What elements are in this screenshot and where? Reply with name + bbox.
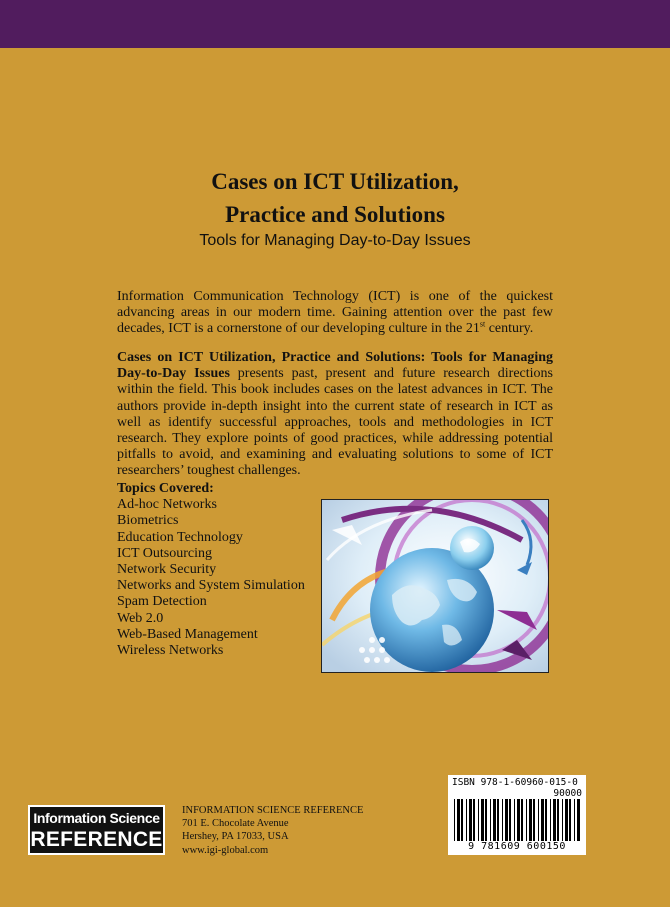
isbn-text: ISBN 978-1-60960-015-0 — [452, 777, 578, 788]
description-p1-end: century. — [485, 321, 534, 337]
topics-covered — [117, 481, 317, 659]
description-p2-book-title: Cases on ICT Utilization, Practice and Solutions: Tools for Managing Day-to-Day Issues — [117, 350, 553, 382]
topic-item: ICT Outsourcing — [117, 545, 213, 561]
topic-item: Web-Based Management — [117, 626, 258, 642]
logo-line-1: Information Science — [33, 810, 160, 826]
book-title — [0, 165, 670, 231]
description-paragraph-2 — [117, 350, 553, 480]
barcode-bars — [454, 799, 580, 841]
topic-item: Ad-hoc Networks — [117, 497, 217, 513]
topics-heading: Topics Covered: — [117, 481, 214, 496]
book-title-line-2: Practice and Solutions — [225, 202, 445, 227]
publisher-name: INFORMATION SCIENCE REFERENCE — [182, 805, 364, 816]
topic-item: Biometrics — [117, 513, 179, 529]
topic-item: Network Security — [117, 562, 217, 578]
publisher-address-line-2: Hershey, PA 17033, USA — [182, 831, 289, 843]
publisher-address-block — [182, 804, 363, 857]
publisher-address-line-1: 701 E. Chocolate Avenue — [182, 818, 289, 830]
topic-item: Wireless Networks — [117, 643, 224, 659]
globe-illustration — [321, 499, 549, 673]
topic-item: Spam Detection — [117, 594, 207, 610]
topic-item: Education Technology — [117, 529, 243, 545]
barcode-number: 9 781609 600150 — [468, 841, 566, 852]
description-paragraph-1 — [117, 289, 553, 338]
publisher-logo — [28, 805, 165, 855]
description-p1-superscript: st — [479, 319, 486, 329]
book-subtitle: Tools for Managing Day-to-Day Issues — [199, 232, 471, 249]
topic-item: Web 2.0 — [117, 610, 164, 626]
description-p1-main: Information Communication Technology (ICT) is one of the quickest advancing areas in our modern time. Gaining attention over the past few decades, ICT is a cornerstone of our developing culture in the 21 — [117, 289, 553, 337]
isbn-barcode — [448, 775, 586, 855]
logo-line-2: REFERENCE — [30, 828, 163, 851]
publisher-website: www.igi-global.com — [182, 844, 269, 856]
top-color-band — [0, 0, 670, 48]
book-title-line-1: Cases on ICT Utilization, — [211, 169, 459, 194]
description-p2-body: presents past, present and future research directions within the field. This book includes cases on the latest advances in ICT. The authors provide in-depth insight into the current state of research in ICT as well as identify successful approaches, tools and methodologies in ICT research. They explore points of good practices, while addressing potential pitfalls to avoid, and examining and evaluating solutions to some of ICT researchers’ toughest challenges. — [117, 366, 553, 479]
topic-item: Networks and System Simulation — [117, 578, 305, 594]
price-code: 90000 — [553, 788, 582, 799]
